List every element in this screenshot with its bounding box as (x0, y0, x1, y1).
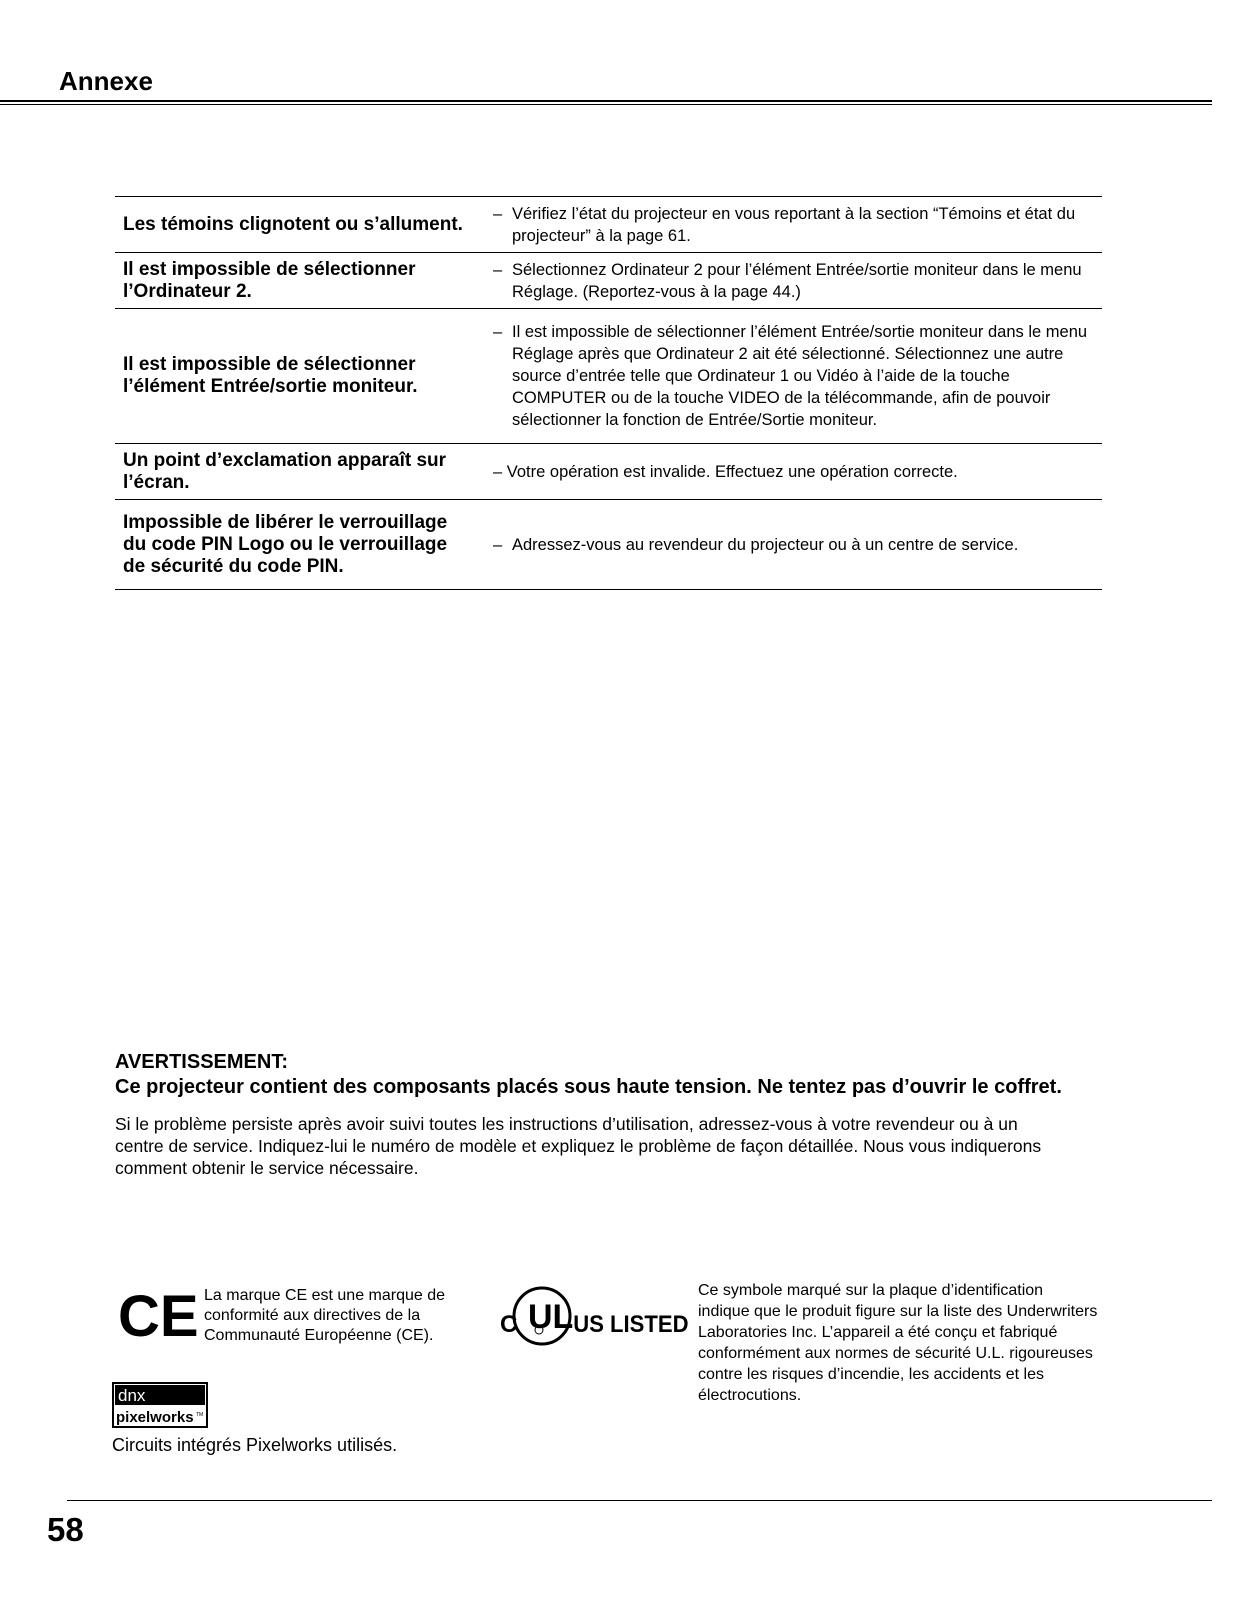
table-row (115, 197, 1102, 253)
problem-cell: Les témoins clignotent ou s’allument. (123, 213, 463, 235)
warning-block (115, 1050, 1105, 1179)
ce-logo-text: CE (118, 1284, 199, 1349)
remedy-cell (479, 253, 1102, 309)
warning-subheading: Ce projecteur contient des composants placés sous haute tension. Ne tentez pas d’ouvrir le coffret. (115, 1076, 1062, 1098)
header-rule (0, 100, 1212, 102)
ul-logo-c: C (500, 1311, 518, 1338)
table-row (115, 253, 1102, 309)
header-rule-thin (0, 104, 1212, 105)
remedy-item: – Il est impossible de sélectionner l’élément Entrée/sortie moniteur dans le menu Réglage après que Ordinateur 2 ait été sélectionné. Sélectionnez une autre source d’entrée telle que Ordinateur 1 ou Vidéo à l’aide de la touche COMPUTER ou de la touche VIDEO de la télécommande, afin de pouvoir sélectionner la fonction de Entrée/Sortie moniteur. (493, 323, 1088, 429)
problem-cell: Un point d’exclamation apparaît sur l’écran. (123, 449, 447, 493)
pixelworks-caption: Circuits intégrés Pixelworks utilisés. (112, 1435, 398, 1455)
ul-listed-icon (496, 1280, 689, 1350)
page-number: 58 (47, 1511, 84, 1548)
pixelworks-logo-dnx: dnx (118, 1386, 146, 1405)
warning-heading: AVERTISSEMENT: (115, 1051, 288, 1073)
remedy-item: – Sélectionnez Ordinateur 2 pour l’élément Entrée/sortie moniteur dans le menu Réglage. (Reportez-vous à la page 44.) (493, 260, 1082, 301)
problem-cell: Il est impossible de sélectionner l’élément Entrée/sortie moniteur. (123, 354, 418, 397)
ul-description: Ce symbole marqué sur la plaque d’identification indique que le produit figure sur la liste des Underwriters Laboratories Inc. L’appareil a été conçu et fabriqué conformément aux normes de sécurité U.L. rigoureuses contre les risques d’incendie, les accidents et les électrocutions. (698, 1282, 1098, 1404)
remedy-item: – Votre opération est invalide. Effectuez une opération correcte. (493, 462, 958, 481)
problem-cell: Il est impossible de sélectionner l’Ordinateur 2. (123, 258, 416, 302)
table-row (115, 444, 1102, 500)
table-row (115, 500, 1102, 590)
problem-cell: Impossible de libérer le verrouillage du code PIN Logo ou le verrouillage de sécurité du code PIN. (123, 511, 448, 577)
pixelworks-logo-name: pixelworks (116, 1409, 194, 1426)
table-row (115, 309, 1102, 444)
ce-mark-icon (118, 1284, 199, 1349)
remedy-cell (479, 500, 1102, 590)
ce-description: La marque CE est une marque de conformité aux directives de la Communauté Européenne (CE). (204, 1287, 446, 1344)
remedy-cell (479, 309, 1102, 444)
remedy-item: – Adressez-vous au revendeur du projecteur ou à un centre de service. (493, 535, 1019, 554)
footer-rule (67, 1500, 1212, 1501)
pixelworks-logo-icon (112, 1382, 208, 1428)
ul-logo-ul: UL (528, 1298, 574, 1336)
warning-body: Si le problème persiste après avoir suivi toutes les instructions d’utilisation, adressez-vous à votre revendeur ou à un centre de service. Indiquez-lui le numéro de modèle et expliquez le problème de façon détaillée. Nous vous indiquerons comment obtenir le service nécessaire. (115, 1114, 1042, 1178)
troubleshooting-table (115, 196, 1102, 590)
pixelworks-logo-tm: TM (196, 1412, 204, 1418)
section-title: Annexe (59, 66, 153, 96)
ul-logo-us-listed: US LISTED (573, 1310, 689, 1338)
remedy-cell (479, 197, 1102, 253)
remedy-cell (479, 444, 1102, 500)
remedy-item: – Vérifiez l’état du projecteur en vous reportant à la section “Témoins et état du projecteur” à la page 61. (493, 204, 1076, 245)
